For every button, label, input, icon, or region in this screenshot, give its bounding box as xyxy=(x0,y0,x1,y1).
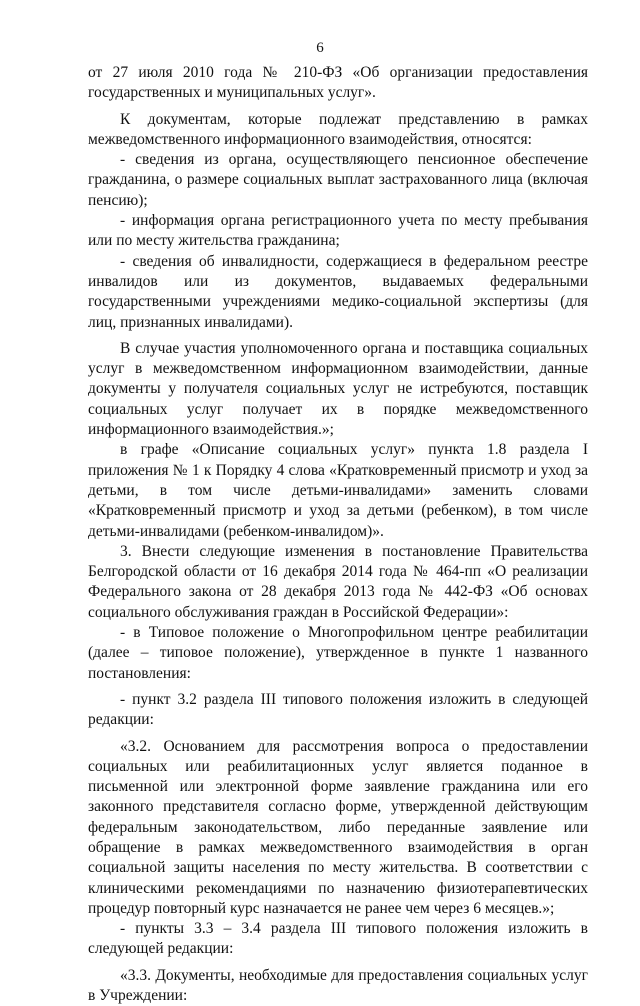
paragraph: - сведения из органа, осуществляющего пенсионное обеспечение гражданина, о размере социальных выплат застрахованного лица (включая пенсию); xyxy=(88,151,588,209)
page-number: 6 xyxy=(316,40,324,56)
document-body xyxy=(88,63,588,1006)
paragraph: К документам, которые подлежат представлению в рамках межведомственного информационного взаимодействия, относятся: xyxy=(88,110,588,148)
paragraph: - сведения об инвалидности, содержащиеся в федеральном реестре инвалидов или из документов, выдаваемых федеральными государственными учреждениями медико-социальной экспертизы (для лиц, признанных инвалидами). xyxy=(88,252,588,331)
paragraph: В случае участия уполномоченного органа и поставщика социальных услуг в межведомственном информационном взаимодействии, данные документы у получателя социальных услуг не истребуются, поставщик социальных услуг получает их в порядке межведомственного информационного взаимодействия.»; xyxy=(88,339,588,439)
paragraph: - информация органа регистрационного учета по месту пребывания или по месту жительства гражданина; xyxy=(88,212,588,250)
paragraph: в графе «Описание социальных услуг» пункта 1.8 раздела I приложения № 1 к Порядку 4 слова «Кратковременный присмотр и уход за детьми, в том числе детьми-инвалидами» заменить словами «Кратковременный присмотр и уход за детьми (ребенком), в том числе детьми-инвалидами (ребенком-инвалидом)». xyxy=(88,441,588,540)
paragraph: - в Типовое положение о Многопрофильном центре реабилитации (далее – типовое положение), утвержденное в пункте 1 названного постановления: xyxy=(88,624,588,682)
paragraph: 3. Внести следующие изменения в постановление Правительства Белгородской области от 16 декабря 2014 года № 464-пп «О реализации Федерального закона от 28 декабря 2013 года № 442-ФЗ «Об основах социального обслуживания граждан в Российской Федерации»: xyxy=(88,542,588,621)
paragraph: «3.3. Документы, необходимые для предоставления социальных услуг в Учреждении: xyxy=(88,966,588,1005)
paragraph: - пункт 3.2 раздела III типового положения изложить в следующей редакции: xyxy=(88,690,588,729)
paragraph: - пункты 3.3 – 3.4 раздела III типового положения изложить в следующей редакции: xyxy=(88,920,588,958)
paragraph: от 27 июля 2010 года № 210-ФЗ «Об организации предоставления государственных и муниципальных услуг». xyxy=(88,64,588,102)
paragraph: «3.2. Основанием для рассмотрения вопроса о предоставлении социальных или реабилитационных услуг является поданное в письменной или электронной форме заявление гражданина или его законного представителя согласно форме, утвержденной действующим федеральным законодательством, либо переданные заявление или обращение в рамках межведомственного взаимодействия в орган социальной защиты населения по месту жительства. В соответствии с клиническими рекомендациями по назначению физиотерапевтических процедур повторный курс назначается не ранее чем через 6 месяцев.»; xyxy=(88,737,588,917)
